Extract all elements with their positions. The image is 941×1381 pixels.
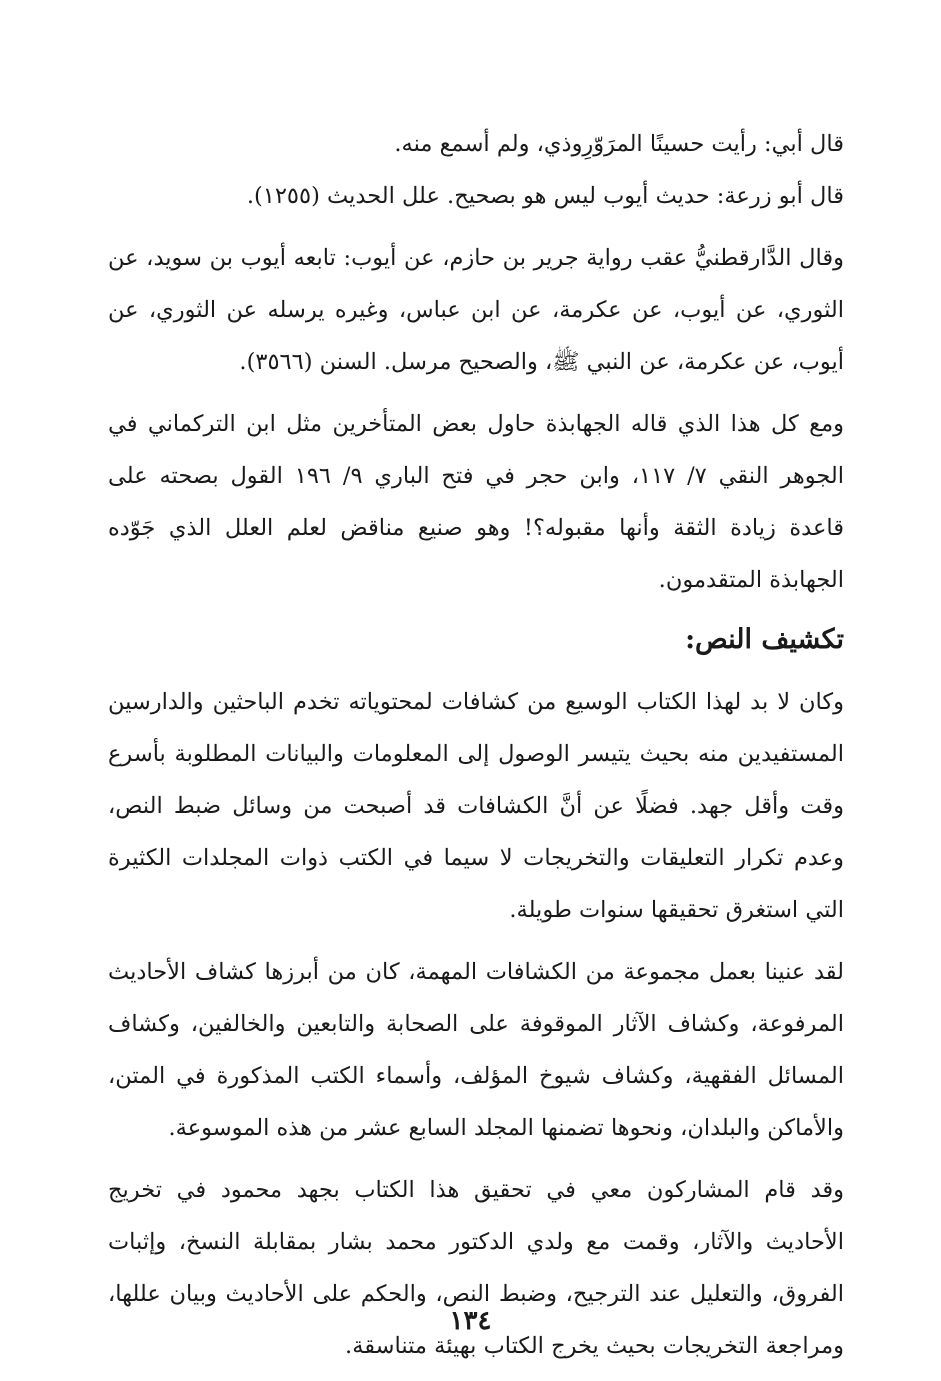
paragraph-abu-zurah: قال أبو زرعة: حديث أيوب ليس هو بصحيح. علل الحديث (١٢٥٥). <box>246 183 844 209</box>
paragraph-abi-quote: قال أبي: رأيت حسينًا المرَوّرِوذي، ولم أسمع منه. <box>394 131 844 157</box>
paragraph-indexes-need: وكان لا بد لهذا الكتاب الوسيع من كشافات لمحتوياته تخدم الباحثين والدارسين المستفيدين منه بحيث يتيسر الوصول إلى المعلومات والبيانات المطلوبة بأسرع وقت وأقل جهد. فضلًا عن أنَّ الكشافات قد أصبحت من وسائل ضبط النص، وعدم تكرار التعليقات والتخريجات لا سيما في الكتب ذوات المجلدات الكثيرة التي استغرق تحقيقها سنوات طويلة. <box>108 689 844 923</box>
page-body <box>108 118 844 1372</box>
paragraph-daraqutni: وقال الدَّارقطنيُّ عقب رواية جرير بن حازم، عن أيوب: تابعه أيوب بن سويد، عن الثوري، عن أيوب، عن عكرمة، عن ابن عباس، وغيره يرسله عن الثوري، عن أيوب، عن عكرمة، عن النبي ﷺ، والصحيح مرسل. السنن (٣٥٦٦). <box>108 245 844 375</box>
page-number: ١٣٤ <box>449 1306 492 1336</box>
section-heading: تكشيف النص: <box>685 624 844 655</box>
paragraph-participants: وقد قام المشاركون معي في تحقيق هذا الكتاب بجهد محمود في تخريج الأحاديث والآثار، وقمت مع ولدي الدكتور محمد بشار بمقابلة النسخ، وإثبات الفروق، والتعليل عند الترجيح، وضبط النص، والحكم على الأحاديث وبيان عللها، ومراجعة التخريجات بحيث يخرج الكتاب بهيئة متناسقة. <box>108 1177 844 1359</box>
paragraph-indexes-list: لقد عنينا بعمل مجموعة من الكشافات المهمة، كان من أبرزها كشاف الأحاديث المرفوعة، وكشاف الآثار الموقوفة على الصحابة والتابعين والخالفين، وكشاف المسائل الفقهية، وكشاف شيوخ المؤلف، وأسماء الكتب المذكورة في المتن، والأماكن والبلدان، ونحوها تضمنها المجلد السابع عشر من هذه الموسوعة. <box>108 959 844 1141</box>
paragraph-jahabidha: ومع كل هذا الذي قاله الجهابذة حاول بعض المتأخرين مثل ابن التركماني في الجوهر النقي ٧/ ١١٧، وابن حجر في فتح الباري ٩/ ١٩٦ القول بصحته على قاعدة زيادة الثقة وأنها مقبوله؟! وهو صنيع مناقض لعلم العلل الذي جَوّده الجهابذة المتقدمون. <box>108 411 845 593</box>
